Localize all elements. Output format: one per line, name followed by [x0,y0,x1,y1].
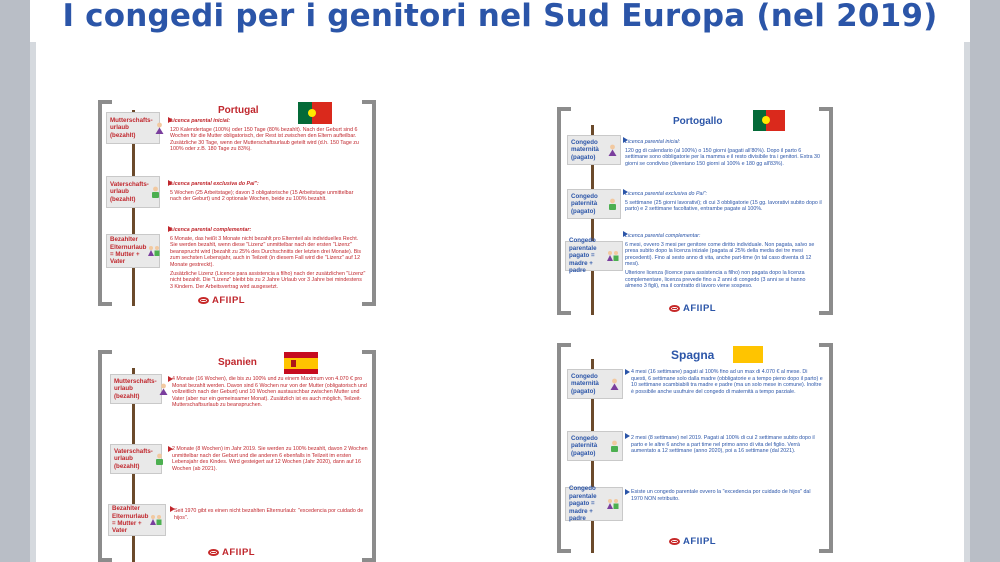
sign-maternity: Mutterschafts-urlaub (bezahlt) [110,374,162,404]
text-maternity: Licenca parental inicial: 120 gg di calendario (al 100%) o 150 giorni (pagati all'80%). Dopo il parto 6 settimane sono obbligatorie per la mamma e il resto divisibile tra i genitori. Extra 30 giorni se condiviso (diventano 150 giorni al 100% e 180 gg all'83%). [625,139,820,167]
sign-parental: Bezahlter Elternurlaub = Mutter + Vater [108,504,166,536]
father-icon [155,453,164,465]
spain-flag-icon [733,346,763,363]
frame-right-bar [970,0,1000,562]
text-parental: Licenca parental complementar: 6 Monate, das heißt 3 Monate nicht bezahlt pro Elternteil als individuelles Recht. Sie werden bezahlt, wenn diese "Lizenz" unmittelbar nach der ersten "Lizenz" beansprucht wird (bezahlt zu 25% des Durchschnitts der letzten drei Monate). Bis zum sechsten Lebensjahr, auch in Teilzeit (in diesem Fall wird die "Lizenz" auf 12 Monate gestreckt). Zusätzliche Lizenz (Licence para assistencia a filho) nach der zusätzlichen "Lizenz" nicht bezahlt. Die "Lizenz" bleibt bis zu 2 Jahre Urlaub vor 3 Jahre bei mindestens 3 Kindern. Der Arbeitsvertrag wird ausgesetzt. [170,227,366,290]
sign-maternity: Congedo maternità (pagato) [567,135,621,165]
panel-title: Spanien [218,357,257,368]
text-maternity: 4 mesi (16 settimane) pagati al 100% fino ad un max di 4.070 € al mese. Di questi, 6 settimane solo dalla madre (obbligatorie e a tempo pieno dopo il parto) e 10 settimane scambiabili tra madre e padre (ma un solo mese in comune). Inoltre è possibile anche usufruire del congedo di maternità a tempo parziale. [631,369,823,395]
text-paternity: 2 Monate (8 Wochen) im Jahr 2019. Sie werden zu 100% bezahlt, davon 2 Wochen unmittelbar nach der Geburt und die anderen 6 ebenfalls in Teilzeit im ersten Lebensjahr des Kindes. Wird gesteigert auf 12 Wochen (Jahr 2020), dann auf 16 Wochen (ab 2021). [172,446,368,472]
father-icon [610,440,619,452]
afiipl-logo: AFIIPL [669,303,716,314]
panel-title: Portugal [218,105,259,116]
panel-portugal-de [98,100,376,306]
afiipl-logo: AFIIPL [208,547,255,558]
sign-paternity: Congedo paternità (pagato) [567,431,623,461]
sign-parental: Bezahlter Elternurlaub = Mutter + Vater [106,234,160,268]
panel-portogallo-it [557,107,833,315]
mother-icon [155,122,164,134]
father-icon [608,198,617,210]
page-title: I congedi per i genitori nel Sud Europa (nel 2019) [62,0,938,34]
sign-paternity: Vaterschafts-urlaub (bezahlt) [110,444,162,474]
frame-left-bar [0,0,30,562]
text-parental: Licenca parental complementar: 6 mesi, ovvero 3 mesi per genitore come diritto individuale. Non pagata, salvo se presa subito dopo la licenza iniziale (pagata al 25% della media dei tre mesi precedenti). Fino al sesto anno di vita, anche part-time (in tal caso diventa di 12 mesi). Ulteriore licenza (licence para assistencia a filho) non pagata dopo la licenza complementare, licenza prevede fino a 2 anni di congedo (3 anni se si hanno almeno 3 figli), ma il contratto di lavoro viene sospeso. [625,233,815,290]
pin-icon [625,489,630,495]
text-paternity: 2 mesi (8 settimane) nel 2019. Pagati al 100% di cui 2 settimane subito dopo il parto e le altre 6 anche a part time nel primo anno di vita del figlio. Verrà aumentato a 12 settimane (anno 2020), poi a 16 settimane (dal 2021). [631,435,815,455]
parents-icon [607,250,619,262]
panel-title: Portogallo [673,116,723,127]
parents-icon [150,514,162,526]
panel-title: Spagna [671,348,715,362]
father-icon [151,186,160,198]
sign-maternity: Congedo maternità (pagato) [567,369,623,399]
spain-flag-icon [284,352,318,374]
text-paternity: Licenca parental exclusiva do Pai": 5 settimane (25 giorni lavorativi); di cui 3 obbligatorie (15 gg. lavorativi subito dopo il parto) e 2 settimane facoltative, entrambe pagate al 100%. [625,191,822,213]
sign-paternity: Vaterschafts-urlaub (bezahlt) [106,176,160,208]
text-parental: Esiste un congedo parentale ovvero la "excedencia por cuidado de hijos" dal 1970 NON retribuito. [631,489,811,502]
text-paternity: Licenca parental exclusiva do Pai": 5 Wochen (25 Arbeitstage); davon 3 obligatorische (15 Arbeitstage unmittelbar nach der Geburt) und 2 optionale Wochen, beide zu 100% bezahlt. [170,181,354,203]
pin-icon [625,433,630,439]
frame-right-inner [964,42,970,562]
portugal-flag-icon [753,110,785,131]
afiipl-logo: AFIIPL [669,536,716,547]
text-parental: Seit 1970 gibt es einen nicht bezahlten Elternurlaub: "excedencia por cuidado de hijos". [174,508,364,521]
panel-spagna-it [557,343,833,553]
sign-parental: Congedo parentale pagato = madre + padre [565,241,623,271]
afiipl-logo: AFIIPL [198,295,245,306]
sign-parental: Congedo parentale pagato = madre + padre [565,487,623,521]
sign-paternity: Congedo paternità (pagato) [567,189,621,219]
frame-left-inner [30,42,36,562]
text-maternity: Licenca parental inicial: 120 Kalendertage (100%) oder 150 Tage (80% bezahlt). Nach der Geburt sind 6 Wochen für die Mutter obligatorisch, der Rest ist zwischen den Eltern aufteilbar. Zusätzliche 30 Tage, wenn der Mutterschaftsurlaub geteilt wird (d.h. 150 Tage zu 100% oder z.B. 180 Tage zu 83%). [170,118,359,153]
text-maternity: 4 Monate (16 Wochen), die bis zu 100% und zu einem Maximum von 4.070 € pro Monat bezahlt werden. Davon sind 6 Wochen nur von der Mutter (obligatorisch und vollzeitlich nach der Geburt) und 10 Wochen austauschbar zwischen Mutter und Vater (aber nur ein gemeinsamer Monat). Zusätzlich ist es auch möglich, Teilzeit-Mutterschaftsurlaub zu beanspruchen. [172,376,367,409]
parents-icon [148,245,160,257]
mother-icon [610,378,619,390]
pin-icon [625,369,630,375]
mother-icon [608,144,617,156]
mother-icon [159,383,168,395]
sign-maternity: Mutterschafts-urlaub (bezahlt) [106,112,160,144]
parents-icon [607,498,619,510]
panel-spanien-de [98,350,376,562]
